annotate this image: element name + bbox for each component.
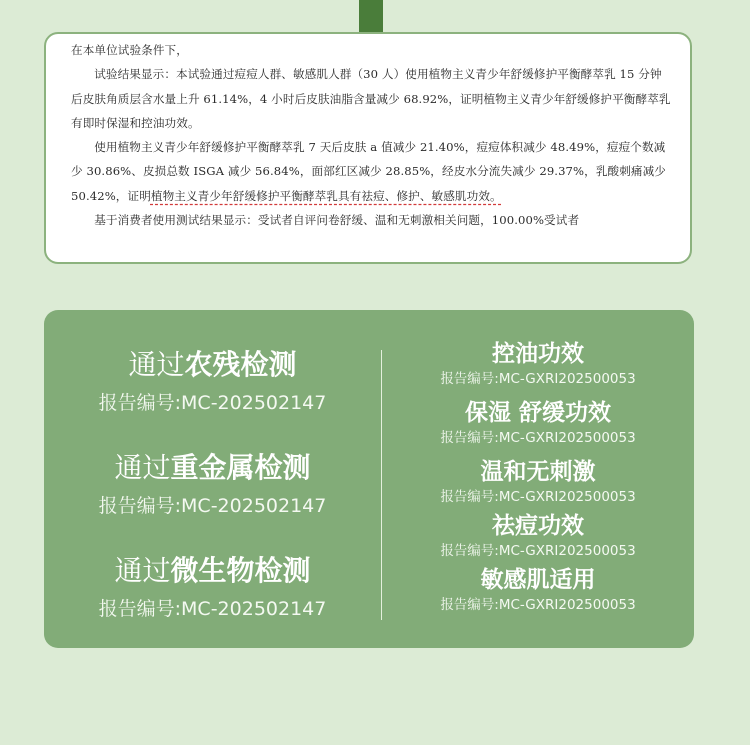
efficacy-report-number: 报告编号:MC-GXRI202500053 xyxy=(440,489,636,505)
efficacy-title: 祛痘功效 xyxy=(492,513,584,539)
efficacy-item-acne xyxy=(382,512,694,560)
report-text xyxy=(71,38,671,232)
efficacy-title: 控油功效 xyxy=(492,341,584,367)
report-paragraph-3: 基于消费者使用测试结果显示：受试者自评问卷舒缓、温和无刺激相关问题，100.00%受试者 xyxy=(94,213,580,228)
cert-title: 通过重金属检测 xyxy=(114,451,311,484)
test-report-excerpt xyxy=(44,32,692,264)
cert-item-heavy-metal xyxy=(44,451,381,519)
cert-title: 通过农残检测 xyxy=(128,348,297,381)
efficacy-item-sensitive-skin xyxy=(382,566,694,614)
efficacy-report-number: 报告编号:MC-GXRI202500053 xyxy=(440,597,636,613)
efficacy-title: 保湿 舒缓功效 xyxy=(464,400,611,426)
cert-item-microbe xyxy=(44,554,381,622)
efficacy-report-number: 报告编号:MC-GXRI202500053 xyxy=(440,543,636,559)
efficacy-report-number: 报告编号:MC-GXRI202500053 xyxy=(440,430,636,446)
cert-title: 通过微生物检测 xyxy=(114,554,311,587)
efficacy-report-number: 报告编号:MC-GXRI202500053 xyxy=(440,371,636,387)
efficacy-item-moisturize xyxy=(382,399,694,447)
efficacy-title: 敏感肌适用 xyxy=(480,567,596,593)
cert-report-number: 报告编号:MC-202502147 xyxy=(98,495,327,517)
cert-item-pesticide xyxy=(44,348,381,416)
certification-panel xyxy=(44,310,694,648)
efficacy-item-oil-control xyxy=(382,340,694,388)
efficacy-title: 温和无刺激 xyxy=(480,459,596,485)
report-paragraph-1: 试验结果显示：本试验通过痘痘人群、敏感肌人群（30 人）使用植物主义青少年舒缓修护平衡酵萃乳 15 分钟后皮肤角质层含水量上升 61.14%，4 小时后皮肤油脂含量减少 68.92%，证明植物主义青少年舒缓修护平衡酵萃乳有即时保湿和控油功效。 xyxy=(71,67,671,130)
report-line-intro: 在本单位试验条件下， xyxy=(71,43,188,57)
cert-report-number: 报告编号:MC-202502147 xyxy=(98,392,327,414)
report-paragraph-2-text: 使用植物主义青少年舒缓修护平衡酵萃乳 7 天后皮肤 a 值减少 21.40%，痘痘体积减少 48.49%，痘痘个数减少 30.86%、皮损总数 ISGA 减少 56.84%，面部红区减少 28.85%，经皮水分流失减少 29.37%，乳酸刺痛减少 50.42%，证明 xyxy=(71,140,667,203)
report-highlight-claim: 植物主义青少年舒缓修护平衡酵萃乳具有祛痘、修护、敏感肌功效。 xyxy=(150,188,502,203)
report-paragraph-2 xyxy=(71,135,671,208)
efficacy-item-gentle xyxy=(382,458,694,506)
cert-report-number: 报告编号:MC-202502147 xyxy=(98,598,327,620)
